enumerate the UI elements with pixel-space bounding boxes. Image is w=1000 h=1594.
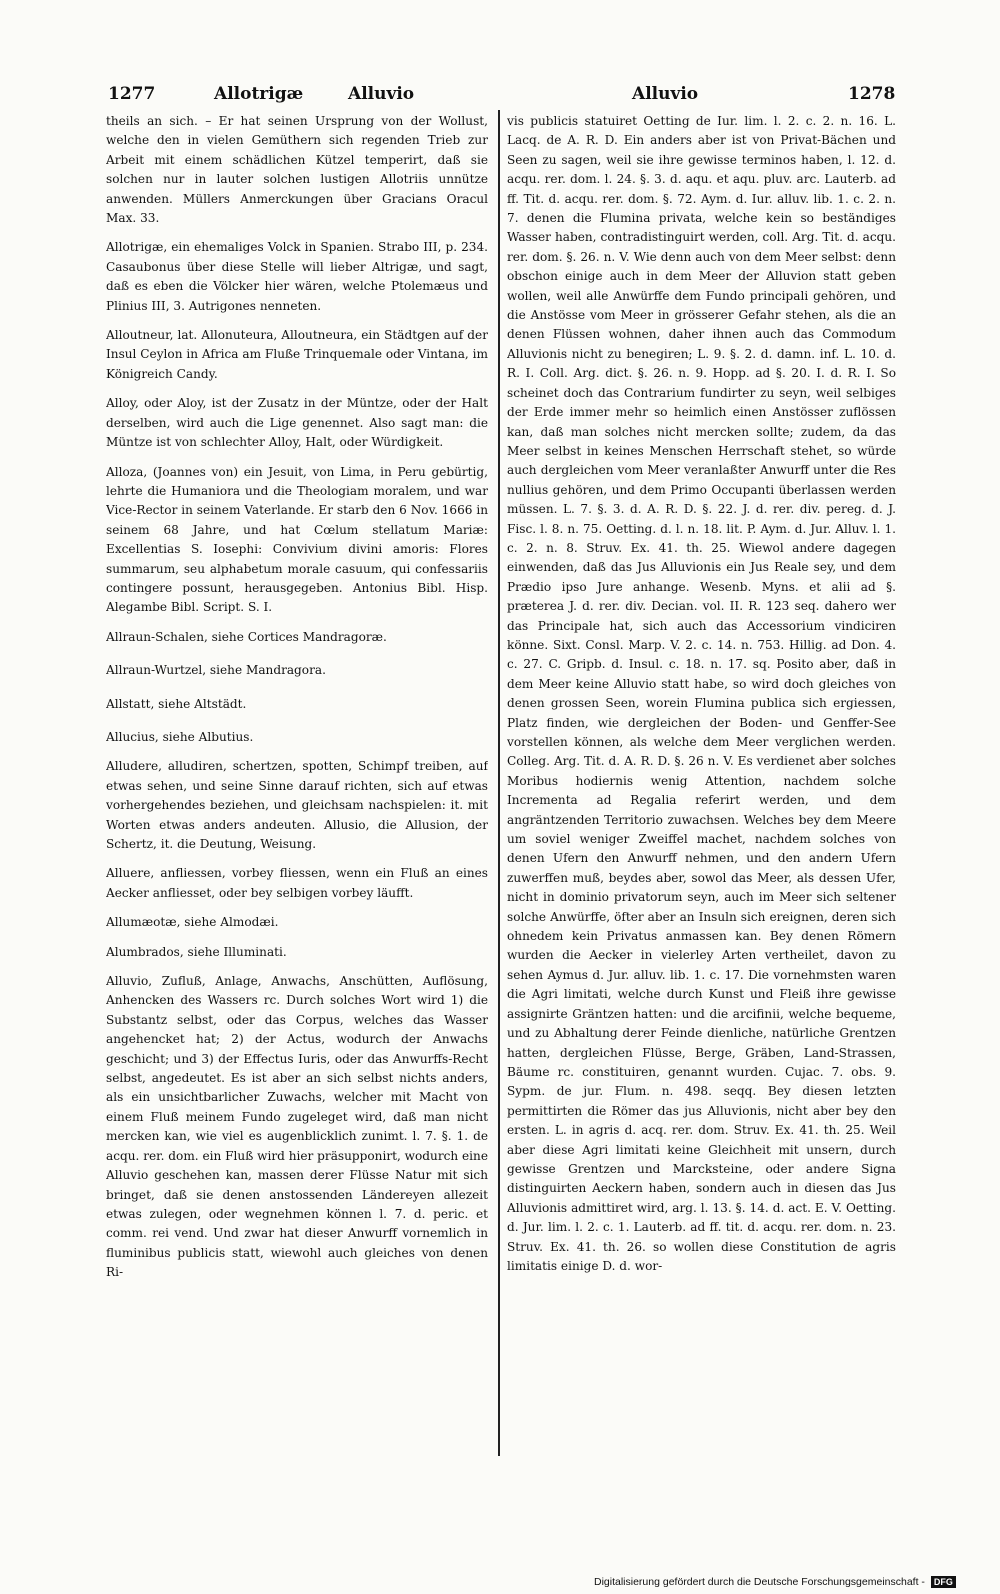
left-catchword-start: Allotrigæ xyxy=(214,84,304,104)
entry-allraun-schalen: Allraun-Schalen, siehe Cortices Mandragoræ. xyxy=(106,629,387,644)
left-page-number: 1277 xyxy=(108,84,156,104)
entry-alluvio: Alluvio, Zufluß, Anlage, Anwachs, Anschütten, Auflösung, Anhencken des Wassers rc. Durch solches Wort wird 1) die Substantz selbst, oder das Corpus, welches das Wasser angehencket hat; 2) der Actus, wodurch der Anwachs geschicht; und 3) der Effectus Iuris, oder das Anwurffs-Recht selbst, angedeutet. Es ist aber an sich selbst nichts anders, als ein unsichtbarlicher Zuwachs, welcher mit Macht von einem Fluß meinem Fundo zugeleget wird, daß man nicht mercken kan, wie viel es augenblicklich zunimt. l. 7. §. 1. de acqu. rer. dom. ein Fluß wird hier präsupponirt, wodurch eine Alluvio geschehen kan, massen derer Flüsse Natur mit sich bringet, daß sie denen anstossenden Ländereyen allezeit etwas zulegen, oder wegnehmen können l. 7. d. peric. et comm. rei vend. Und zwar hat dieser Anwurff vornemlich in fluminibus publicis statt, wiewohl auch gleiches von denen Ri- xyxy=(106,974,488,1280)
right-page-number: 1278 xyxy=(848,84,896,104)
entry-alludere: Alludere, alludiren, schertzen, spotten, Schimpf treiben, auf etwas sehen, und seine Sinne darauf richten, sich auf etwas vorhergehendes beziehen, und gleichsam nachspielen: it. mit Worten etwas anders andeuten. Allusio, die Allusion, der Schertz, it. die Deutung, Weisung. xyxy=(106,759,488,851)
left-catchword-end: Alluvio xyxy=(348,84,415,104)
entry-alumbrados: Alumbrados, siehe Illuminati. xyxy=(106,944,287,959)
entry-continuation: theils an sich. – Er hat seinen Ursprung von der Wollust, welche den in vielen Gemüthern sich regenden Trieb zur Arbeit mit einem schädlichen Kützel temperirt, daß sie solchen nur in lauter solchen lustigen Allotriis unnütze anwenden. Müllers Anmerckungen über Gracians Oracul Max. 33. xyxy=(106,114,488,226)
entry-alluvio-continued: vis publicis statuiret Oetting de Iur. lim. l. 2. c. 2. n. 16. L. Lacq. de A. R. D. Ein anders aber ist von Privat-Bächen und Seen zu sagen, weil sie ihre gewisse terminos haben, l. 12. d. acqu. rer. dom. l. 24. §. 3. d. aqu. et aqu. pluv. arc. Lauterb. ad ff. Tit. d. acqu. rer. dom. §. 72. Aym. d. Iur. alluv. lib. 1. c. 2. n. 7. denen die Flumina privata, welche kein so beständiges Wasser haben, contradistinguirt werden, coll. Arg. Tit. d. acqu. rer. dom. §. 26. n. V. Wie denn auch von dem Meer selbst: denn obschon einige auch in dem Meer der Alluvion statt geben wollen, weil alle Anwürffe dem Fundo principali gehören, und die Anstösse vom Meer in grösserer Gefahr stehen, als die an denen Flüssen wohnen, daher ihnen auch das Commodum Alluvionis nicht zu benegiren; L. 9. §. 2. d. damn. inf. L. 10. d. R. I. Coll. Arg. dict. §. 26. n. 9. Hopp. ad §. 20. I. d. R. I. So scheinet doch das Contrarium fundirter zu seyn, weil selbiges der Erde immer mehr so heimlich einen Anstösser zuflössen kan, daß man solches nicht mercken sollte; zudem, da das Meer selbst in keines Menschen Herrschaft stehet, so würde auch dergleichen vom Meer veranlaßter Anwurff unter die Res nullius gehören, und dem Primo Occupanti überlassen werden müssen. L. 7. §. 3. d. A. R. D. §. 22. J. d. rer. div. pereg. d. J. Fisc. l. 8. n. 75. Oetting. d. l. n. 18. lit. P. Aym. d. Jur. Alluv. l. 1. c. 2. n. 8. Struv. Ex. 41. th. 25. Wiewol andere dagegen einwenden, daß das Jus Alluvionis ein Jus Reale sey, und dem Prædio ipso Jure anhange. Wesenb. Myns. et alii ad §. præterea J. d. rer. div. Decian. vol. II. R. 123 seq. dahero wer das Principale hat, sich auch das Accessorium vindiciren könne. Sixt. Consl. Marp. V. 2. c. 14. n. 753. Hillig. ad Don. 4. c. 27. C. Gripb. d. Insul. c. 18. n. 17. sq. Posito aber, daß in dem Meer keine Alluvio statt habe, so wird doch gleiches von denen grossen Seen, worein Flumina publica sich ergiessen, Platz finden, wie dergleichen der Boden- und Genffer-See vorstellen können, als welche dem Meer verglichen werden. Colleg. Arg. Tit. d. A. R. D. §. 26 n. V. Es verdienet aber solches Moribus hodiernis wenig Attention, nachdem solche Incrementa ad Regalia referirt werden, und dem angräntzenden Territorio zuwachsen. Welches bey dem Meere um soviel weniger Zweiffel machet, nachdem solches von denen Ufern den Anwurff nehmen, und den andern Ufern zuwerffen muß, beydes aber, sowol das Meer, als dessen Ufer, nicht in dominio privatorum seyn, auch im Meer sich seltener solche Anwürffe, öfter aber an Insuln sich ereignen, deren sich ohnedem kein Privatus anmassen kan. Bey denen Römern wurden die Aecker in vielerley Arten vertheilet, davon zu sehen Aymus d. Jur. alluv. lib. 1. c. 17. Die vornehmsten waren die Agri limitati, welche durch Kunst und Fleiß ihre gewisse assignirte Gräntzen hatten: und die arcifinii, welche bequeme, und zu Abhaltung derer Feinde dienliche, natürliche Grentzen hatten, dergleichen Flüsse, Berge, Gräben, Land-Strassen, Bäume rc. constituiren, genannt wurden. Cujac. 7. obs. 9. Sypm. de jur. Flum. n. 498. seqq. Bey diesen letzten permittirten die Römer das jus Alluvionis, nicht aber bey den ersten. L. in agris d. acq. rer. dom. Struv. Ex. 41. th. 25. Weil aber diese Agri limitati keine Gleichheit mit unsern, durch gewisse Grentzen und Marcksteine, oder andere Signa distinguirten Aeckern haben, sondern auch in diesen das Jus Alluvionis admittiret wird, arg. l. 13. §. 14. d. act. E. V. Oetting. d. Jur. lim. l. 2. c. 1. Lauterb. ad ff. tit. d. acqu. rer. dom. n. 23. Struv. Ex. 41. th. 26. so wollen diese Constitution de agris limitatis einige D. d. wor- xyxy=(507,114,896,1273)
right-column xyxy=(507,112,896,1462)
entry-allucius: Allucius, siehe Albutius. xyxy=(106,729,254,744)
entry-alloutneur: Alloutneur, lat. Allonuteura, Alloutneura, ein Städtgen auf der Insul Ceylon in Africa am Fluße Trinquemale oder Vintana, im Königreich Candy. xyxy=(106,328,488,381)
entry-allraun-wurtzel: Allraun-Wurtzel, siehe Mandragora. xyxy=(106,663,326,678)
entry-alloy: Alloy, oder Aloy, ist der Zusatz in der Müntze, oder der Halt derselben, wird auch die Lige genennet. Also sagt man: die Müntze ist von schlechter Alloy, Halt, oder Würdigkeit. xyxy=(106,396,488,450)
digitization-credit xyxy=(594,1576,956,1588)
dfg-logo-icon: DFG xyxy=(931,1576,956,1588)
entry-allstatt: Allstatt, siehe Altstädt. xyxy=(106,696,247,711)
right-catchword: Alluvio xyxy=(632,84,699,104)
entry-allumaeotae: Allumæotæ, siehe Almodæi. xyxy=(106,915,279,930)
entry-alluere: Alluere, anfliessen, vorbey fliessen, wenn ein Fluß an eines Aecker anfliesset, oder bey selbigen vorbey läufft. xyxy=(106,866,488,900)
column-divider xyxy=(498,110,500,1456)
left-column xyxy=(106,112,488,1462)
entry-alloza: Alloza, (Joannes von) ein Jesuit, von Lima, in Peru gebürtig, lehrte die Humaniora und die Theologiam moralem, und war Vice-Rector in seinem Vaterlande. Er starb den 6 Nov. 1666 in seinem 68 Jahre, und hat Cœlum stellatum Mariæ: Excellentias S. Iosephi: Convivium divini amoris: Flores summarum, seu alphabetum morale casuum, qui confessariis contingere possunt, herausgegeben. Antonius Bibl. Hisp. Alegambe Bibl. Script. S. I. xyxy=(106,464,488,615)
entry-allotrigae: Allotrigæ, ein ehemaliges Volck in Spanien. Strabo III, p. 234. Casaubonus über diese Stelle will lieber Altrigæ, und sagt, daß es eben die Völcker hier wären, welche Ptolemæus und Plinius III, 3. Autrigones nenneten. xyxy=(106,240,488,313)
credit-text: Digitalisierung gefördert durch die Deutsche Forschungsgemeinschaft - xyxy=(594,1576,925,1588)
